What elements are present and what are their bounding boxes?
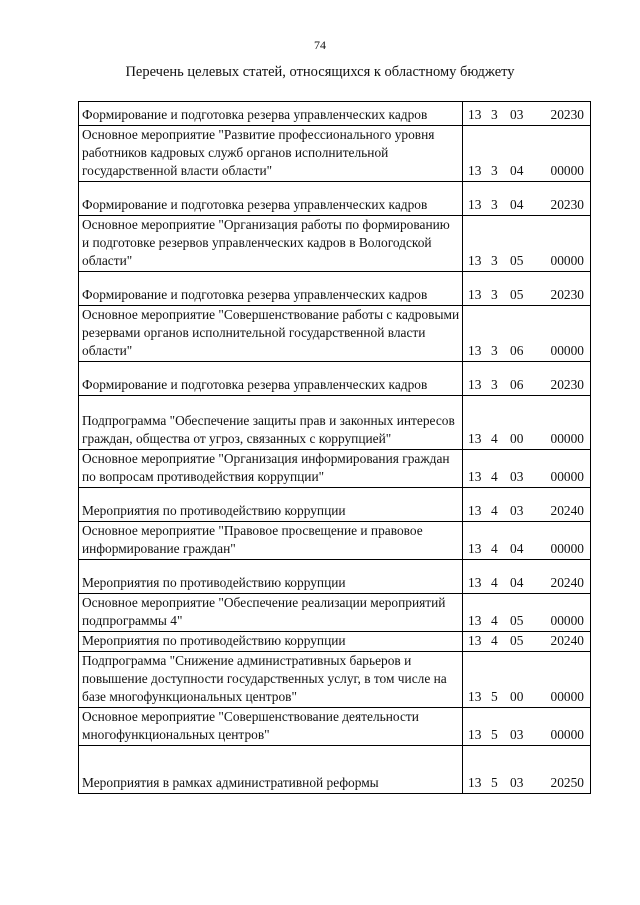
code-c3: 06: [510, 377, 524, 392]
code-c2: 3: [491, 377, 498, 392]
table-row: [79, 126, 591, 182]
row-code: [463, 652, 591, 708]
code-c4: 20240: [550, 633, 584, 648]
row-code: [463, 126, 591, 182]
target-articles-table: [78, 101, 591, 794]
code-c1: 13: [468, 541, 482, 556]
code-c2: 3: [491, 253, 498, 268]
code-c4: 20250: [550, 775, 584, 790]
code-c2: 3: [491, 107, 498, 122]
code-c1: 13: [468, 575, 482, 590]
row-code: [463, 362, 591, 396]
code-c3: 00: [510, 689, 524, 704]
code-c4: 00000: [550, 469, 584, 484]
table-row: [79, 560, 591, 594]
code-c3: 05: [510, 287, 524, 302]
row-code: [463, 216, 591, 272]
row-name: Основное мероприятие "Развитие профессионального уровня работников кадровых служб органов исполнительной государственной власти области": [79, 126, 463, 182]
code-c2: 4: [491, 431, 498, 446]
table-row: [79, 272, 591, 306]
code-c1: 13: [468, 613, 482, 628]
code-c4: 00000: [550, 343, 584, 358]
code-c2: 4: [491, 575, 498, 590]
code-c1: 13: [468, 197, 482, 212]
code-c1: 13: [468, 107, 482, 122]
table-row: [79, 306, 591, 362]
code-c1: 13: [468, 775, 482, 790]
code-c2: 5: [491, 689, 498, 704]
code-c2: 4: [491, 613, 498, 628]
row-name: Формирование и подготовка резерва управленческих кадров: [79, 182, 463, 216]
code-c3: 03: [510, 469, 524, 484]
code-c4: 20240: [550, 503, 584, 518]
code-c3: 05: [510, 633, 524, 648]
code-c4: 00000: [550, 541, 584, 556]
row-name: Формирование и подготовка резерва управленческих кадров: [79, 272, 463, 306]
row-code: [463, 746, 591, 794]
row-name: Основное мероприятие "Организация информирования граждан по вопросам противодействия коррупции": [79, 450, 463, 488]
code-c2: 4: [491, 633, 498, 648]
code-c3: 06: [510, 343, 524, 358]
row-code: [463, 450, 591, 488]
row-name: Формирование и подготовка резерва управленческих кадров: [79, 362, 463, 396]
table-row: [79, 522, 591, 560]
code-c4: 20230: [550, 107, 584, 122]
table-row: [79, 594, 591, 632]
row-code: [463, 522, 591, 560]
code-c1: 13: [468, 431, 482, 446]
row-code: [463, 488, 591, 522]
row-name: Подпрограмма "Обеспечение защиты прав и законных интересов граждан, общества от угроз, связанных с коррупцией": [79, 396, 463, 450]
code-c4: 20230: [550, 197, 584, 212]
code-c4: 00000: [550, 727, 584, 742]
row-name: Формирование и подготовка резерва управленческих кадров: [79, 102, 463, 126]
table-row: [79, 216, 591, 272]
table-row: [79, 182, 591, 216]
code-c3: 05: [510, 253, 524, 268]
code-c2: 4: [491, 503, 498, 518]
code-c4: 00000: [550, 253, 584, 268]
table-row: [79, 746, 591, 794]
row-name: Мероприятия по противодействию коррупции: [79, 560, 463, 594]
row-code: [463, 272, 591, 306]
code-c3: 04: [510, 197, 524, 212]
row-name: Мероприятия по противодействию коррупции: [79, 488, 463, 522]
table-row: [79, 102, 591, 126]
table-row: [79, 396, 591, 450]
row-code: [463, 182, 591, 216]
code-c3: 03: [510, 107, 524, 122]
code-c3: 03: [510, 727, 524, 742]
row-code: [463, 102, 591, 126]
code-c1: 13: [468, 287, 482, 302]
code-c3: 04: [510, 163, 524, 178]
code-c4: 00000: [550, 689, 584, 704]
code-c2: 4: [491, 541, 498, 556]
code-c2: 3: [491, 287, 498, 302]
row-name: Подпрограмма "Снижение административных барьеров и повышение доступности государственных услуг, в том числе на базе многофункциональных центров": [79, 652, 463, 708]
code-c4: 00000: [550, 613, 584, 628]
code-c3: 03: [510, 775, 524, 790]
code-c4: 20230: [550, 287, 584, 302]
row-name: Основное мероприятие "Совершенствование работы с кадровыми резервами органов исполнительной государственной власти области": [79, 306, 463, 362]
table-row: [79, 450, 591, 488]
code-c1: 13: [468, 469, 482, 484]
table-row: [79, 488, 591, 522]
code-c2: 5: [491, 727, 498, 742]
row-name: Основное мероприятие "Обеспечение реализации мероприятий подпрограммы 4": [79, 594, 463, 632]
table-row: [79, 652, 591, 708]
row-name: Мероприятия в рамках административной реформы: [79, 746, 463, 794]
row-code: [463, 306, 591, 362]
row-code: [463, 396, 591, 450]
table-row: [79, 632, 591, 652]
code-c2: 5: [491, 775, 498, 790]
code-c4: 20240: [550, 575, 584, 590]
code-c1: 13: [468, 633, 482, 648]
row-name: Основное мероприятие "Совершенствование деятельности многофункциональных центров": [79, 708, 463, 746]
row-name: Основное мероприятие "Правовое просвещение и правовое информирование граждан": [79, 522, 463, 560]
code-c3: 00: [510, 431, 524, 446]
code-c3: 03: [510, 503, 524, 518]
row-code: [463, 560, 591, 594]
code-c1: 13: [468, 689, 482, 704]
page-title: Перечень целевых статей, относящихся к областному бюджету: [125, 64, 515, 80]
code-c2: 3: [491, 197, 498, 212]
page-number: 74: [314, 38, 326, 52]
table-row: [79, 708, 591, 746]
row-name: Мероприятия по противодействию коррупции: [79, 632, 463, 652]
table-row: [79, 362, 591, 396]
code-c1: 13: [468, 503, 482, 518]
code-c2: 4: [491, 469, 498, 484]
row-code: [463, 594, 591, 632]
row-code: [463, 708, 591, 746]
code-c2: 3: [491, 343, 498, 358]
code-c4: 20230: [550, 377, 584, 392]
code-c1: 13: [468, 343, 482, 358]
row-name: Основное мероприятие "Организация работы по формированию и подготовке резервов управленческих кадров в Вологодской области": [79, 216, 463, 272]
code-c4: 00000: [550, 163, 584, 178]
code-c1: 13: [468, 377, 482, 392]
code-c1: 13: [468, 253, 482, 268]
code-c4: 00000: [550, 431, 584, 446]
code-c3: 04: [510, 541, 524, 556]
code-c3: 04: [510, 575, 524, 590]
code-c3: 05: [510, 613, 524, 628]
code-c1: 13: [468, 163, 482, 178]
row-code: [463, 632, 591, 652]
code-c2: 3: [491, 163, 498, 178]
code-c1: 13: [468, 727, 482, 742]
